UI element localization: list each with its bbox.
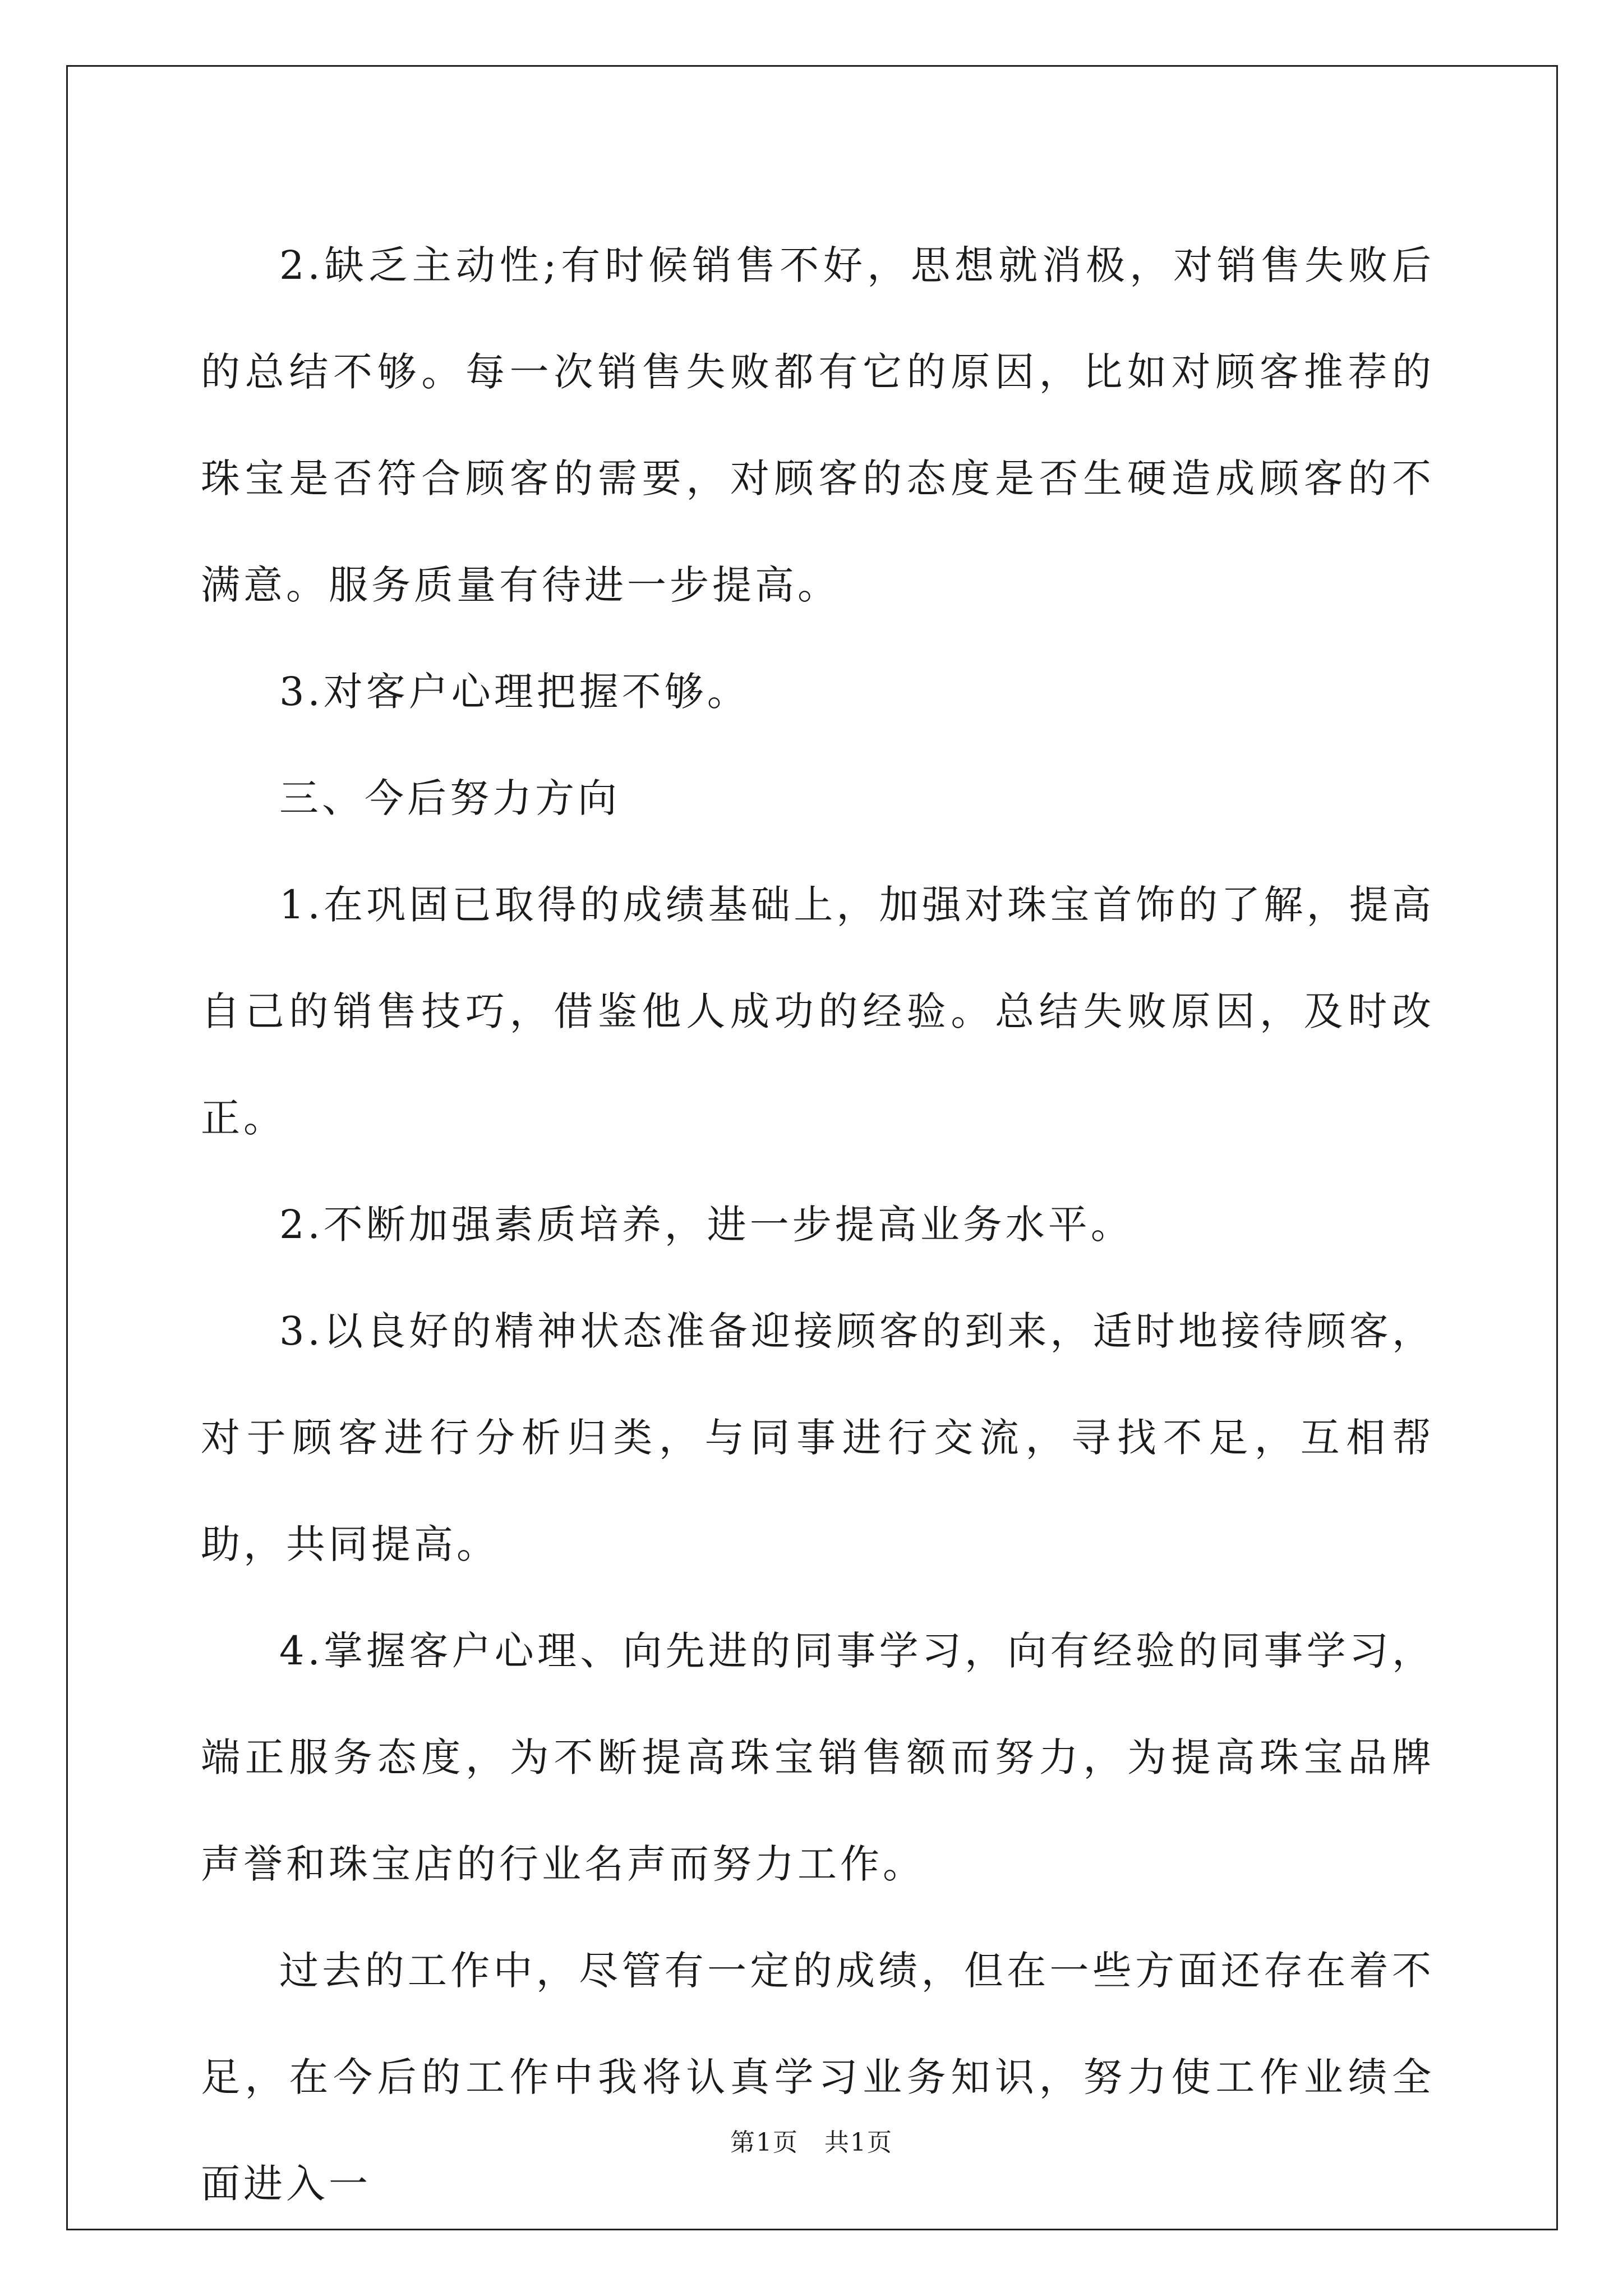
paragraph-lack-initiative: 2.缺乏主动性;有时候销售不好，思想就消极，对销售失败后的总结不够。每一次销售失败都有它的原因，比如对顾客推荐的珠宝是否符合顾客的需要，对顾客的态度是否生硬造成顾客的不满意。服务质量有待进一步提高。 (201, 242, 1435, 608)
paragraph-good-spirit: 3.以良好的精神状态准备迎接顾客的到来，适时地接待顾客，对于顾客进行分析归类，与同事进行交流，寻找不足，互相帮助，共同提高。 (201, 1308, 1435, 1567)
document-body (201, 212, 1435, 2237)
paragraph-master-psychology: 4.掌握客户心理、向先进的同事学习，向有经验的同事学习，端正服务态度，为不断提高珠宝销售额而努力，为提高珠宝品牌声誉和珠宝店的行业名声而努力工作。 (201, 1628, 1435, 1887)
paragraph-conclusion: 过去的工作中，尽管有一定的成绩，但在一些方面还存在着不足，在今后的工作中我将认真学习业务知识，努力使工作业绩全面进入一 (201, 1948, 1435, 2207)
paragraph-strengthen-quality: 2.不断加强素质培养，进一步提高业务水平。 (279, 1202, 1133, 1248)
paragraph-consolidate-achievements: 1.在巩固已取得的成绩基础上，加强对珠宝首饰的了解，提高自己的销售技巧，借鉴他人成功的经验。总结失败原因，及时改正。 (201, 882, 1435, 1141)
paragraph-customer-psychology: 3.对客户心理把握不够。 (279, 669, 750, 715)
page-footer: 第1页 共1页 (730, 2128, 893, 2157)
section-heading-future-direction: 三、今后努力方向 (279, 775, 620, 821)
